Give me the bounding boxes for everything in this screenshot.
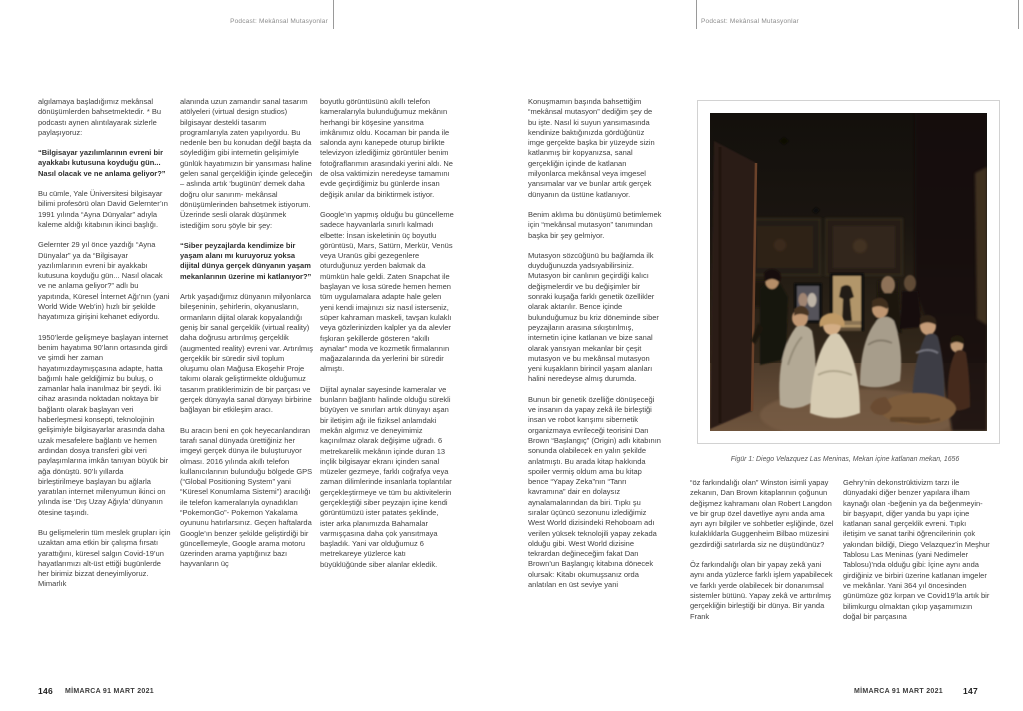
running-header-left: Podcast: Mekânsal Mutasyonlar [230, 18, 328, 25]
header-rule-outer [1018, 0, 1019, 29]
paragraph: Bu gelişmelerin tüm meslek grupları için uzaktan ama etkin bir çalışma fırsatı yarattığını, küresel salgın Covid-19’un hayatlarımızı alt-üst ettiği bugünlerde her birimiz bizzat deneyimliyoruz. Mimarlık [38, 527, 171, 589]
text-column-6 [843, 478, 990, 678]
pull-quote: “Siber peyzajlarda kendimize bir yaşam alanı mı kuruyoruz yoksa dijital dünya gerçek dünyanın yaşam mekanlarının üzerine mi katlanıyor?” [180, 240, 312, 281]
paragraph: Bu aracın beni en çok heyecanlandıran tarafı sanal dünyada ürettiğiniz her imgeyi gerçek dünya ile buluşturuyor olması. 2016 yılında akıllı telefon kullanıcılarının bulunduğu bölgede GPS (“Global Positioning System” yani “Küresel Konumlama Sistemi”) aracılığı ile telefon kameralarıyla oynadıkları “PokemonGo”- Pokemon Yakalama oyununu hatırlarsınız. Geçen haftalarda Google’ın benzer şekilde geliştirdiği bir güncellemeyle, Google arama motoru üzerinden arama yaptığınız bazı hayvanların üç [180, 425, 313, 569]
paragraph: Google’ın yapmış olduğu bu güncelleme sadece hayvanlarla sınırlı kalmadı elbette: İnsan iskeletinin üç boyutlu görüntüsü, Mars, Satürn, Merkür, Venüs veya Uranüs gibi gezegenlere oturduğunuz yerden bakmak da mümkün hale geldi. Zaten Snapchat ile başlayan ve kısa sürede hemen hemen tüm uygulamalara adapte hale gelen yeni kendi imajınızı siz nasıl isterseniz, süper kahraman maskeli, tavşan kulaklı veya gözlerinizden kalpler ya da alevler fışkıran şekillerde gösteren “akıllı aynalar” moda ve kozmetik firmalarının mağazalarında da yerlerini bir süredir almıştı. [320, 209, 454, 374]
paragraph: Bunun bir genetik özelliğe dönüşeceği ve insanın da yapay zekâ ile birleştiği insan ve robot karışımı sibernetik organizmaya evrileceği teorisini Dan Brown “Başlangıç” (Origin) adlı kitabının sonunda olabilecek en yalın şekilde anlatmıştı. Bu arada kitap hakkında spoiler vermiş oldum ama bu kitap bence “Yapay Zeka”nın “Tanrı kavramına” dair en dolaysız aynalamalarından da biri. Tıpkı şu sıralar üçüncü sezonunu izlediğimiz West World dizisindeki Rehoboam adı verilen yüksek teknolojili yapay zekada olduğu gibi. West World dizisine tekrardan değineceğim fakat Dan Brown’un Başlangıç kitabına dönecek olursak: Kitabı okumuşsanız orda anlatılan en üst seviye yani [528, 394, 661, 590]
paragraph: Artık yaşadığımız dünyanın milyonlarca bileşeninin, şehirlerin, okyanusların, ormanların dijital olarak kopyalandığı geniş bir sanal gerçeklik (virtual reality) daha doğrusu artırılmış gerçeklik (augmented reality) evreni var. Artırılmış gerçeklik bir süredir sivil toplum oluşumu olan Mağusa Ekoşehir Proje takımı olarak geliştirmekte olduğumuz tasarım pratiklerimizin de bir parçası ve gerçek dünyayla sanal dünyayı birbirine bağlayan bir etkileşim aracı. [180, 292, 313, 415]
paragraph: Öz farkındalığı olan bir yapay zekâ yani aynı anda yüzlerce farklı işlem yapabilecek ve farklı yerde olabilecek bir donanımsal sistemler bütünü. Yapay zekâ ve arttırılmış gerçekliğin birleştiği bir dünya. Bir yanda Frank [690, 560, 833, 621]
paragraph: Konuşmamın başında bahsettiğim “mekânsal mutasyon” dediğim şey de bu işte. Nasıl ki suyun yansımasında kendinize baktığınızda gördüğünüz imge gerçekte başka bir yüzeyde sizin katlanmış bir kopyanızsa, sanal gerçekliğin içinde de katlanan milyonlarca mekânsal veya imgesel yansımalar var ve bunlar artık gerçek dünyanın da üstüne katlanıyor. [528, 97, 655, 199]
text-column-4 [528, 97, 662, 653]
page-number-right: 147 [963, 686, 979, 696]
las-meninas-figure [697, 100, 1000, 444]
las-meninas-painting-image [710, 113, 987, 431]
figure-caption: Figür 1: Diego Velazquez Las Meninas, Mekan içine katlanan mekan, 1656 [730, 456, 960, 463]
page-number-left: 146 [38, 686, 54, 696]
paragraph: Gelernter 29 yıl önce yazdığı “Ayna Dünyalar” ya da “Bilgisayar yazılımlarının evreni bir ayakkabı kutusuna koyduğu gün... Nasıl olacak ve ne anlama geliyor?” adlı bu yapıtında, Küresel İnternet Ağı’nın (yani World Wide Web’in) hızlı bir şekilde hayatımıza girişini kehanet ediyordu. [38, 240, 170, 322]
paragraph: Benim aklıma bu dönüşümü betimlemek için “mekânsal mutasyon” tanımından başka bir şey gelmiyor. [528, 209, 662, 240]
paragraph: alanında uzun zamandır sanal tasarım atölyeleri (virtual design studios) bilgisayar destekli tasarım programlarıyla zaten yapılıyordu. Bu nedenle ben bu konudan değil başta da söylediğim gibi internetin gelişimiyle günlük hayatımızın bir yansıması haline gelen sanal gerçekliğin içinde geleceğin – aslında artık ‘bugünün’ demek daha doğru olur sanırım- mekânsal dönüşümlerinden bahsetmek istiyorum. Üzerinde sesli olarak düşünmek istediğim soru şöyle bir şey: [180, 97, 313, 230]
paragraph: Mutasyon sözcüğünü bu bağlamda ilk duyduğunuzda yadsıyabilirsiniz. Mutasyon bir canlının geçirdiği kalıcı değişmelerdir ve bu değişimler bir sonraki kuşağa farklı genetik özellikler olarak aktarılır. Bence içinde bulunduğumuz bu kriz döneminde siber peyzajların arasına sıkıştırılmış, internetin içine katlanan ve bize sanal olarak yansıyan mekanlar bir çeşit mutasyon ve bu mekânsal mutasyon yeni kuşakların birincil yaşam alanları halini neredeyse almış durumda. [528, 250, 659, 384]
header-rule-left [333, 0, 334, 29]
text-column-5 [690, 478, 836, 678]
running-header-right: Podcast: Mekânsal Mutasyonlar [701, 18, 799, 25]
text-column-3 [320, 97, 454, 653]
magazine-title-left: MİMARCA 91 MART 2021 [65, 688, 154, 695]
paragraph: boyutlu görüntüsünü akıllı telefon kameralarıyla bulunduğumuz mekânın herhangi bir köşesine yansıtma imkânımız oldu. Kocaman bir panda ile salonda aynı kanepede oturup birlikte televizyon izlediğimiz görüntüler benim fotoğraflarımın arasındaki yerini aldı. Ne de olsa vaktimizin neredeyse tamamını evde geçirdiğimiz bu günlerde insan değişik anılar da biriktirmek istiyor. [320, 97, 453, 199]
magazine-title-right: MİMARCA 91 MART 2021 [854, 688, 943, 695]
text-column-2 [180, 97, 313, 653]
paragraph: 1950’lerde gelişmeye başlayan internet benim hayatıma 90’ların ortasında girdi ve şimdi her zaman hayatımızdaymışçasına adapte, hatta bağımlı hale geldiğimiz bu buluş, o zamanlar hala inanılmaz bir şeydi. İki cihaz arasında noktadan noktaya bir bağlantı olarak başlayan veri haberleşmesi konsepti, teknolojinin gelişimiyle bilgisayarlar arasında daha uzak mesafelere bağlantı ve hemen ardından dosya transferi gibi veri paylaşımlarına imkân tanıyan büyük bir ağa dönüştü. 90’lı yıllarda birleştirilmeye başlayan bu ağlarla yaratılan internet milenyumun ikinci on yılında ise ‘Dış Uzay Ağıyla’ dünyanın ötesine taşındı. [38, 332, 169, 517]
text-column-1 [38, 97, 171, 653]
paragraph: Bu cümle, Yale Üniversitesi bilgisayar bilimi profesörü olan David Gelernter’ın 1991 yılında “Ayna Dünyalar” adıyla kaleme aldığı kitabının ikinci başlığı. [38, 189, 168, 229]
paragraph: algılamaya başladığımız mekânsal dönüşümlerden bahsetmektedir. * Bu podcastı aynen alıntılayarak sizlerle paylaşıyoruz: [38, 97, 161, 137]
paragraph: Gehry’nin dekonstrüktivizm tarzı ile dünyadaki diğer benzer yapılara ilham kaynağı olan -beğenin ya da beğenmeyin- bir başyapıt, diğer yanda bu yapı içine katlanan sanal gerçeklik evreni. Tıpkı iletişim ve sanat tarihi öğrencilerinin çok yakından bildiği, Diego Velazquez’in Meşhur Tablosu Las Meninas (yani Nedimeler Tablosu)’nda olduğu gibi: İçine aynı anda girdiğiniz ve birbiri üzerine katlanan imgeler ve mekânlar. Yani 364 yıl öncesinden günümüze göz kırpan ve Covid19’la artık bir bilimkurgu olmaktan çıkıp yaşamımızın doğal bir parçasına [843, 478, 990, 621]
paragraph: “öz farkındalığı olan” Winston isimli yapay zekanın, Dan Brown kitaplarının çoğunun değişmez kahramanı olan Robert Langdon ve bir grup özel davetliye aynı anda ama ayrı ayrı bilgiler ve sohbetler eşliğinde, özel kulaklıklarla Guggenheim Bilbao müzesini gezdirdiği satırlarda siz ne düşündünüz? [690, 478, 834, 549]
paragraph: Dijital aynalar sayesinde kameralar ve bunların bağlantı halinde olduğu sürekli büyüyen ve sınırları artık dünyayı aşan bir iletişim ağı ile fiziksel anlamdaki mekân algımız ve deneyimimiz kaçınılmaz olarak değişime uğradı. 6 metrekarelik mekânın içinde duran 13 inçlik bilgisayar ekranı içinden sanal müzeler gezmeye, farklı coğrafya veya zaman dilimlerinde insanlarla toplantılar gerçekleştirmeye ve tüm bu aktivitelerin gerçekleştiği siber peyzajın içine kendi görüntümüzü ister patates şeklinde, ister arka planımızda Bahamalar varmışçasına daha çok yansıtmaya başladık. Yani var olduğumuz 6 metrekareye yüzlerce katı büyüklüğünde siber alanlar ekledik. [320, 384, 452, 569]
pull-quote: “Bilgisayar yazılımlarının evreni bir ayakkabı kutusuna koyduğu gün... Nasıl olacak ve ne anlama geliyor?” [38, 148, 166, 178]
header-rule-right [696, 0, 697, 29]
